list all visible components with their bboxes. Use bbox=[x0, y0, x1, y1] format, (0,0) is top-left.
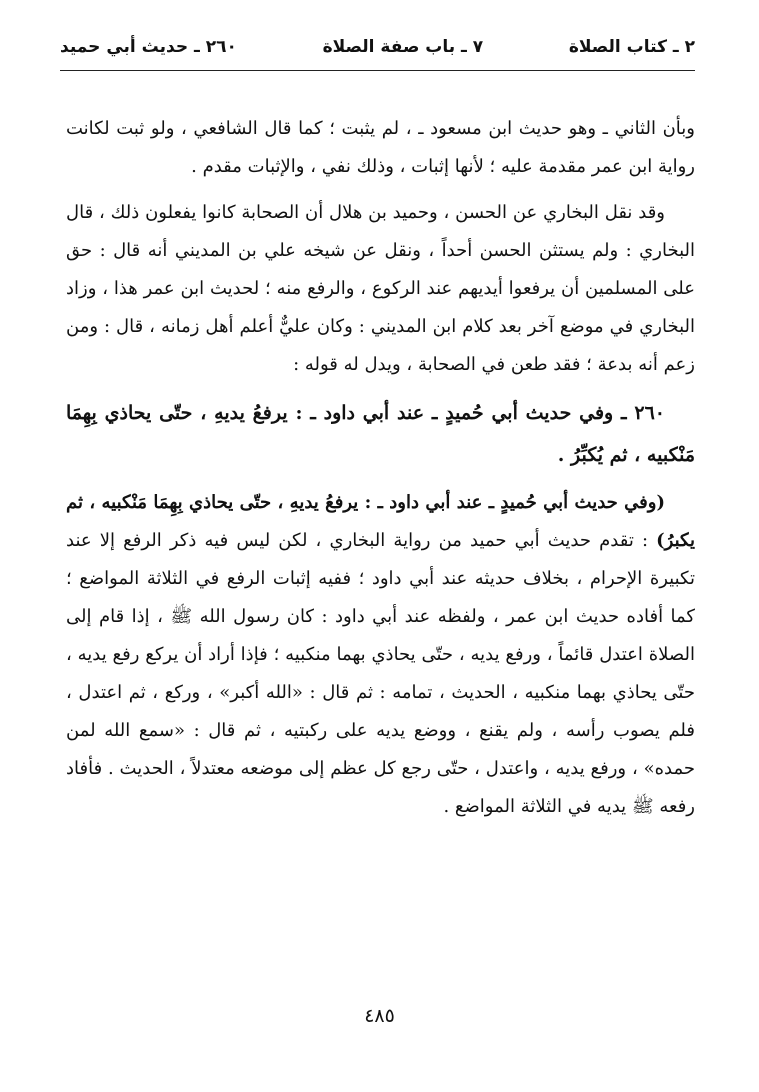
commentary-quote: (وفي حديث أبي حُميدٍ ـ عند أبي داود ـ : يرفعُ يديهِ ، حتّى يحاذي بِهِمَا مَنْكبيه ، ثم يكبرُ) bbox=[66, 492, 695, 551]
header-hadith-title: ٢٦٠ ـ حديث أبي حميد bbox=[60, 37, 237, 57]
hadith-260-text: ٢٦٠ ـ وفي حديث أبي حُميدٍ ـ عند أبي داود ـ : يرفعُ يديهِ ، حتّى يحاذي بِهِمَا مَنْكبيه ، ثم يُكبِّرُ . bbox=[66, 402, 695, 466]
header-chapter-title: ٧ ـ باب صفة الصلاة bbox=[322, 37, 484, 57]
page-body bbox=[66, 110, 695, 826]
header-book-title: ٢ ـ كتاب الصلاة bbox=[568, 37, 695, 57]
commentary-paragraph bbox=[66, 484, 695, 826]
commentary-text: : تقدم حديث أبي حميد من رواية البخاري ، لكن ليس فيه ذكر الرفع إلا عند تكبيرة الإحرام ، بخلاف حديثه عند أبي داود ؛ ففيه إثبات الرفع في الثلاثة المواضع ؛ كما أفاده حديث ابن عمر ، ولفظه عند أبي داود : كان رسول الله ﷺ ، إذا قام إلى الصلاة اعتدل قائماً ، ورفع يديه ، حتّى يحاذي بهما منكبيه ؛ فإذا أراد أن يركع رفع يديه ، حتّى يحاذي بهما منكبيه ، الحديث ، تمامه : ثم قال : «الله أكبر» ، وركع ، ثم اعتدل ، فلم يصوب رأسه ، ولم يقنع ، ووضع يديه على ركبتيه ، ثم قال : «سمع الله لمن حمده» ، ورفع يديه ، واعتدل ، حتّى رجع كل عظم إلى موضعه معتدلاً ، الحديث . فأفاد رفعه ﷺ يديه في الثلاثة المواضع . bbox=[66, 530, 695, 817]
running-header bbox=[60, 32, 695, 62]
page-number: ٤٨٥ bbox=[364, 1005, 395, 1027]
header-divider bbox=[60, 70, 695, 71]
paragraph-1: وبأن الثاني ـ وهو حديث ابن مسعود ـ ، لم يثبت ؛ كما قال الشافعي ، ولو ثبت لكانت رواية ابن عمر مقدمة عليه ؛ لأنها إثبات ، وذلك نفي ، والإثبات مقدم . bbox=[66, 118, 695, 177]
paragraph-2: وقد نقل البخاري عن الحسن ، وحميد بن هلال أن الصحابة كانوا يفعلون ذلك ، قال البخاري : ولم يستثن الحسن أحداً ، ونقل عن شيخه علي بن المديني أنه قال : حق على المسلمين أن يرفعوا أيديهم عند الركوع ، والرفع منه ؛ لحديث ابن عمر هذا ، وزاد البخاري في موضع آخر بعد كلام ابن المديني : وكان عليٌّ أعلم أهل زمانه ، قال : ومن زعم أنه بدعة ؛ فقد طعن في الصحابة ، ويدل له قوله : bbox=[66, 202, 695, 375]
